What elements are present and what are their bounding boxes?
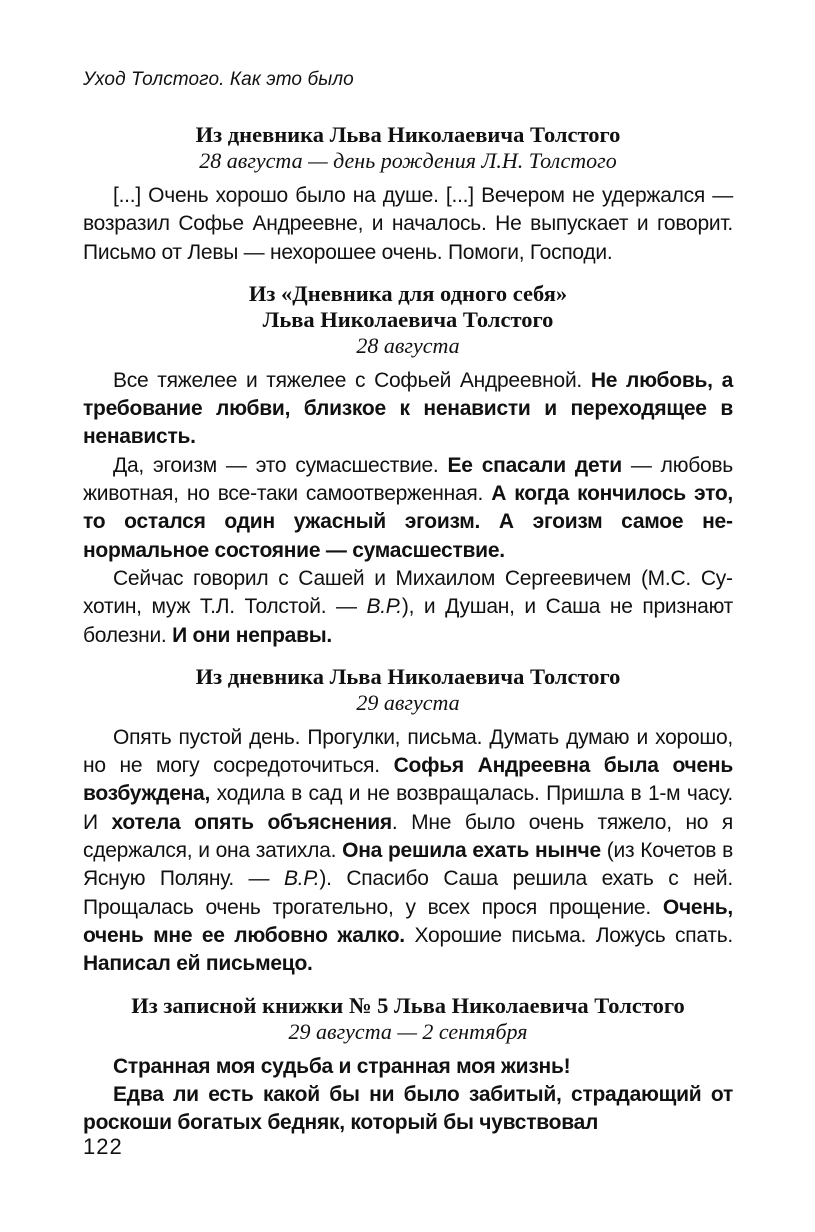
- section-spacer: [83, 267, 733, 281]
- section-text: [83, 367, 733, 650]
- paragraph: [83, 452, 733, 565]
- emphasis-text: Едва ли есть какой бы ни было забитый, страдающий от роскоши богатых бедняк, который бы чувствовал: [83, 1082, 733, 1135]
- emphasis-text: Ее спасали дети: [447, 453, 622, 477]
- title-spacer: [83, 716, 733, 724]
- body-text: В.Р.: [366, 595, 402, 619]
- paragraph: [83, 182, 733, 267]
- body-text: ). Спасибо Саша решила ехать с ней. Прощалась очень трогательно, у всех прося прощение.: [83, 867, 733, 919]
- running-head: Уход Толстого. Как это было: [83, 69, 354, 90]
- section-date: 28 августа: [356, 332, 460, 358]
- section-title: Из «Дневника для одного себя»: [248, 280, 568, 306]
- body-text: . Мне было очень тяжело, но я сдержался, и она затихла.: [83, 810, 733, 863]
- section-text: [83, 1053, 733, 1138]
- emphasis-text: Не любовь, а требование любви, близкое к ненависти и переходящее в ненависть.: [83, 368, 733, 449]
- diary-section: [83, 281, 733, 650]
- section-title: Из записной книжки № 5 Льва Николаевича Толстого: [131, 992, 685, 1018]
- paragraph: [83, 367, 733, 452]
- section-text: [83, 724, 733, 979]
- diary-section: [83, 993, 733, 1138]
- section-text: [83, 182, 733, 267]
- section-date: 29 августа — 2 сентября: [288, 1018, 528, 1044]
- body-text: ходила в сад и не возвращалась. Пришла в 1-м часу. И: [83, 782, 733, 834]
- emphasis-text: Странная моя судьба и странная моя жизнь!: [113, 1054, 571, 1078]
- diary-section: [83, 664, 733, 979]
- body-text: (из Кочетов в Ясную Поляну. —: [83, 839, 733, 891]
- body-text: Опять пустой день. Прогулки, письма. Думать думаю и хорошо, но не могу сосредоточиться.: [83, 725, 733, 778]
- emphasis-text: А когда кончилось это, то остался один ужасный эгоизм. А эгоизм самое ненормальное состояние — сумасшествие.: [83, 482, 734, 562]
- paragraph: [83, 1053, 733, 1081]
- paragraph: [83, 565, 733, 650]
- title-spacer: [83, 174, 733, 182]
- emphasis-text: Софья Андреевна была очень возбуждена,: [83, 754, 733, 806]
- page-number: 122: [83, 1134, 123, 1159]
- body-text: Хорошие письма. Ложусь спать.: [404, 923, 733, 947]
- paragraph: [83, 1081, 733, 1138]
- section-date: 29 августа: [356, 689, 460, 715]
- section-title: Из дневника Льва Николаевича Толстого: [195, 663, 621, 689]
- title-spacer: [83, 359, 733, 367]
- emphasis-text: хотела опять объяснения: [111, 810, 392, 834]
- section-spacer: [83, 979, 733, 993]
- diary-section: [83, 122, 733, 267]
- title-spacer: [83, 1045, 733, 1053]
- section-title: Из дневника Льва Николаевича Толстого: [195, 122, 621, 147]
- paragraph: [83, 724, 733, 979]
- emphasis-text: Написал ей письмецо.: [83, 952, 313, 976]
- body-text: ), и Душан, и Саша не признают болезни.: [83, 595, 733, 647]
- section-title: Льва Николаевича Толстого: [262, 306, 554, 332]
- body-text: — любовь животная, но все-таки самоотверженная.: [83, 453, 733, 506]
- body-text: Да, эгоизм — это сумасшествие.: [113, 453, 448, 477]
- emphasis-text: Она решила ехать нынче: [342, 839, 601, 863]
- body-text: Все тяжелее и тяжелее с Софьей Андреевной.: [113, 368, 591, 392]
- body-text: В.Р.: [283, 867, 320, 891]
- body-text: [...] Очень хорошо было на душе. [...] Вечером не удержался — возразил Софье Андреевне, и началось. Не выпускает и говорит. Письмо от Левы — нехорошее очень. Помоги, Господи.: [83, 184, 733, 264]
- section-spacer: [83, 650, 733, 664]
- page-body: [83, 122, 733, 1137]
- body-text: Сейчас говорил с Сашей и Михаилом Сергеевичем (М.С. Сухотин, муж Т.Л. Толстой. —: [83, 566, 733, 619]
- section-date: 28 августа — день рождения Л.Н. Толстого: [199, 148, 617, 173]
- emphasis-text: И они неправы.: [172, 623, 333, 647]
- emphasis-text: Очень, очень мне ее любовно жалко.: [83, 895, 733, 947]
